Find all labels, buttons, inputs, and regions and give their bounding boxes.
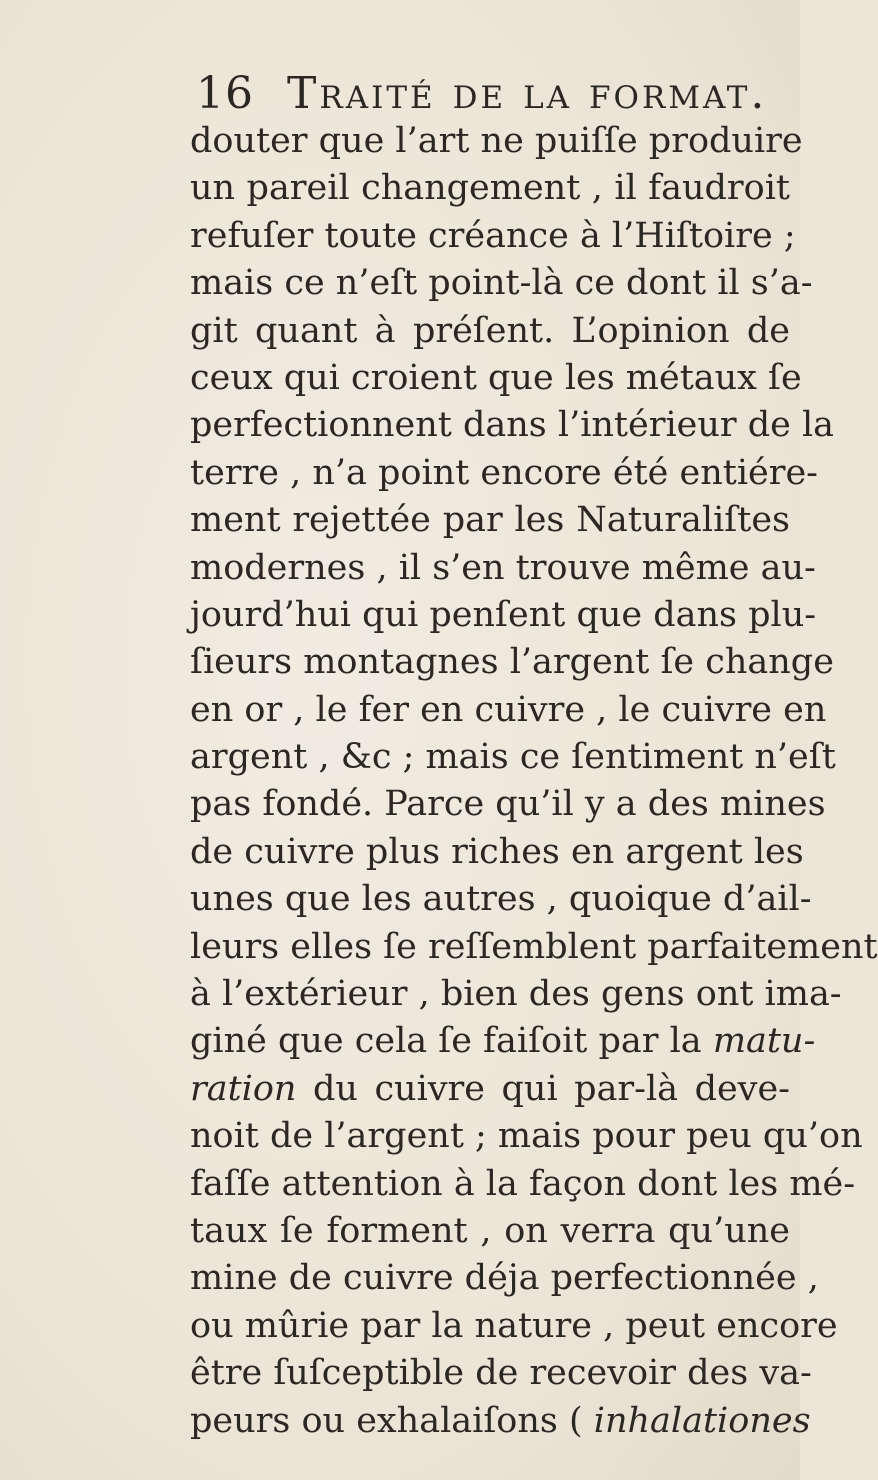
text-line [190,592,817,639]
line-text: git quant à préſent. L’opinion de [190,310,790,351]
text-line [190,545,816,592]
line-text: giné que cela ſe faiſoit par la [190,1021,702,1062]
line-text: de cuivre plus riches en argent les [190,831,804,872]
line-text: unes que les autres , quoique d’ail- [190,879,812,920]
line-text: perfectionnent dans l’intérieur de la [190,405,835,446]
text-line [190,1018,816,1065]
line-text: argent , &c ; mais ce ſentiment n’eſt [190,737,836,778]
text-line [190,450,819,497]
line-text: pas fondé. Parce qu’il y a des mines [190,784,826,825]
body-text [190,118,878,1445]
line-text: en or , le fer en cuivre , le cuivre en [190,689,827,730]
text-line [190,924,878,971]
text-line [190,165,790,212]
line-text: du cuivre qui par-là deve- [296,1068,790,1109]
line-text: ment rejettée par les Naturaliſtes [190,500,790,541]
text-line [190,402,835,449]
text-line [190,1398,811,1445]
line-text: taux ſe forment , on verra qu’une [190,1210,790,1251]
text-line [190,1066,790,1113]
text-line [190,213,796,260]
text-line [190,781,826,828]
line-text: faſſe attention à la façon dont les mé- [190,1163,856,1204]
text-line [190,1161,856,1208]
text-line [190,687,827,734]
text-line [190,1113,863,1160]
line-text: ceux qui croient que les métaux ſe [190,357,802,398]
italic-text: ration [190,1068,297,1109]
italic-text: inhalationes [593,1400,811,1441]
line-text: leurs elles ſe reſſemblent parfaitement [190,926,878,967]
page-number: 16 [196,68,254,119]
line-text: mine de cuivre déja perfectionnée , [190,1258,819,1299]
running-header [196,68,767,119]
text-line [190,118,803,165]
text-line [190,1303,838,1350]
text-line [190,1208,790,1255]
line-text: noit de l’argent ; mais pour peu qu’on [190,1116,863,1157]
text-line [190,1350,812,1397]
line-text: mais ce n’eſt point-là ce dont il s’a- [190,263,813,304]
text-line [190,971,842,1018]
line-text: modernes , il s’en trouve même au- [190,547,816,588]
text-line [190,829,804,876]
line-text: jourd’hui qui penſent que dans plu- [190,594,817,635]
line-text: un pareil changement , il faudroit [190,168,790,209]
text-line [190,734,836,781]
text-line [190,497,790,544]
line-text: être ſuſceptible de recevoir des va- [190,1353,812,1394]
line-text: ou mûrie par la nature , peut encore [190,1305,838,1346]
italic-text: matu- [712,1021,816,1062]
text-line [190,639,834,686]
line-text: douter que l’art ne puiſſe produire [190,121,803,161]
text-line [190,1255,819,1302]
text-line [190,876,812,923]
line-text: peurs ou exhalaiſons ( [190,1400,583,1441]
running-title: Traité de la format. [287,68,768,119]
line-text: refuſer toute créance à l’Hiſtoire ; [190,215,796,256]
text-line [190,260,813,307]
text-line [190,308,790,355]
line-text: à l’extérieur , bien des gens ont ima- [190,974,842,1015]
line-text: terre , n’a point encore été entiére- [190,452,819,493]
line-text: ſieurs montagnes l’argent ſe change [190,642,834,683]
text-line [190,355,802,402]
